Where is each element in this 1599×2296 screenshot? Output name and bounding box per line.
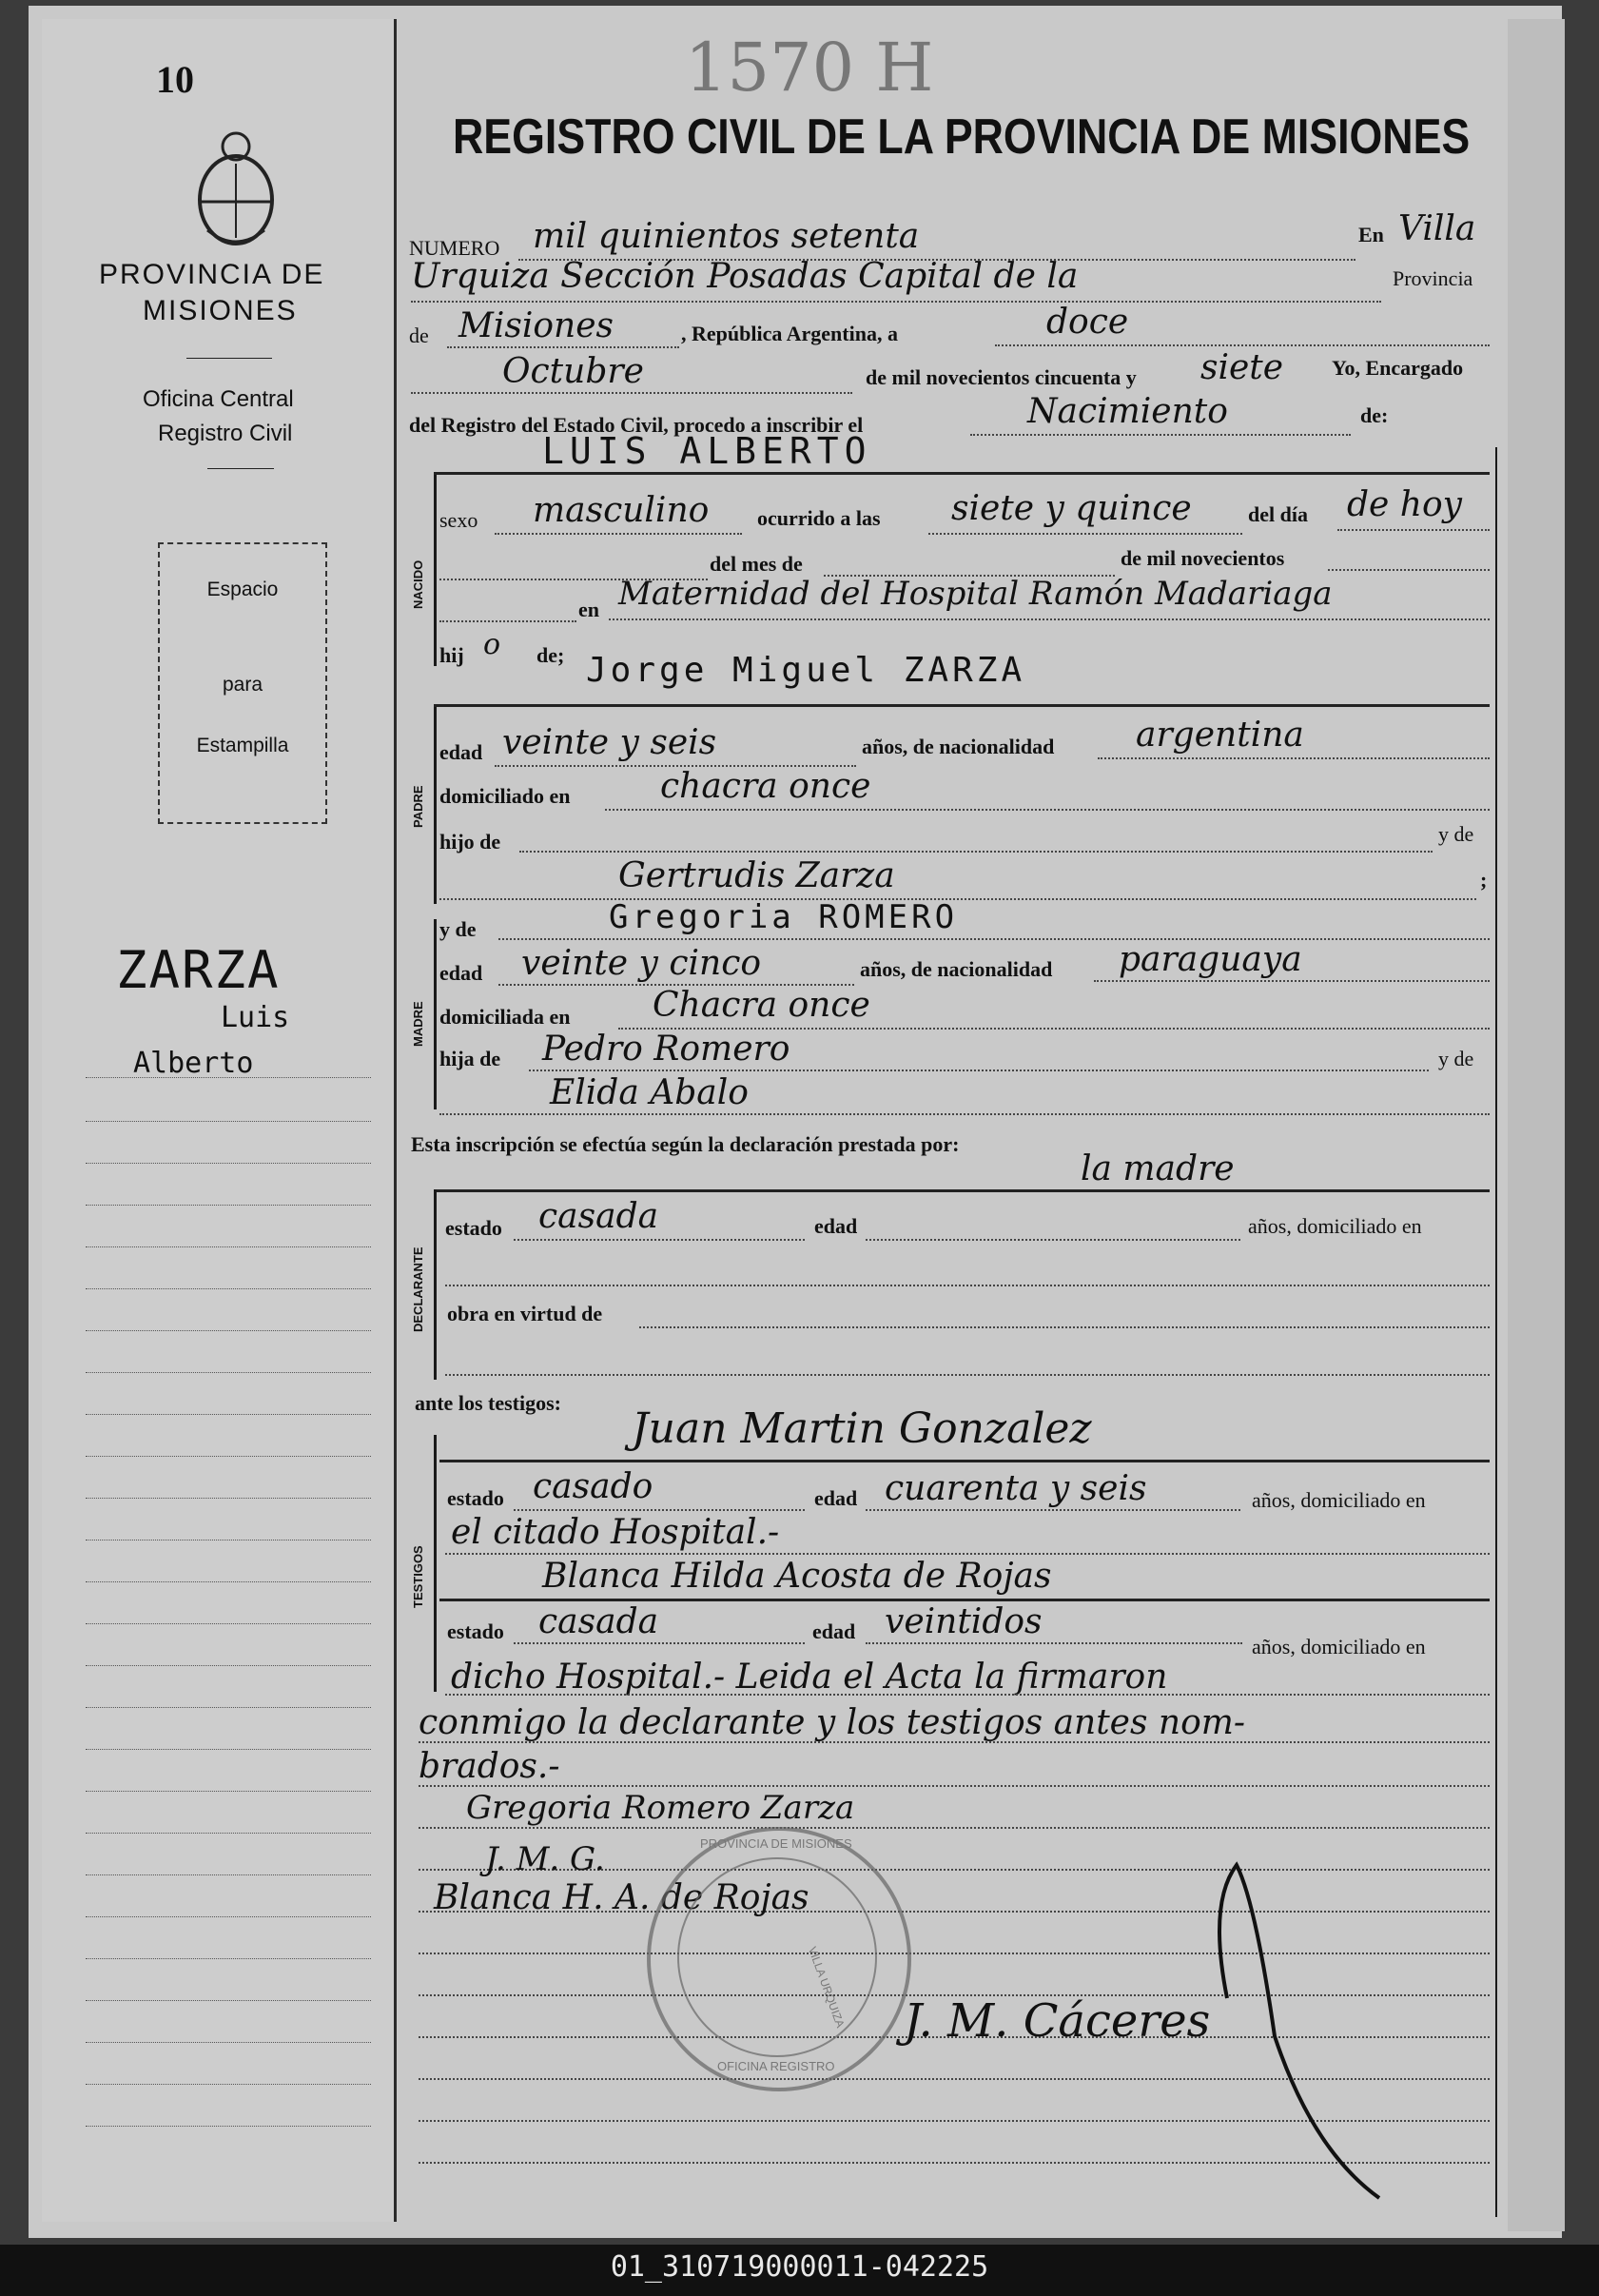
blank-line (447, 346, 679, 348)
margin-given-1: Luis (221, 1001, 290, 1034)
signature-3: Blanca H. A. de Rojas (434, 1878, 809, 1917)
place-value: Urquiza Sección Posadas Capital de la (411, 257, 1079, 296)
dia-value: de hoy (1347, 485, 1462, 524)
madre-bracket (434, 919, 437, 1109)
handwritten-annotation: 1570 H (685, 29, 934, 107)
t2-estado-label: estado (447, 1619, 504, 1643)
blank-line (411, 301, 1381, 303)
section-rule (434, 704, 1490, 707)
section-rule (439, 1599, 1490, 1601)
provincia-label: Provincia (1393, 266, 1473, 290)
office-line2: Registro Civil (158, 421, 293, 446)
nacido-bracket (434, 472, 437, 666)
padre-edad-label: edad (439, 740, 483, 764)
lugar-value: Maternidad del Hospital Ramón Madariaga (618, 575, 1333, 613)
blank-line (439, 620, 576, 622)
declaracion-label: Esta inscripción se efectúa según la declaración prestada por: (411, 1132, 960, 1156)
blank-line (498, 938, 1490, 940)
stamp-label-1: Espacio (206, 579, 279, 600)
declarante-estado-label: estado (445, 1216, 502, 1240)
nacido-name: LUIS ALBERTO (542, 430, 872, 472)
padre-madre-value: Gertrudis Zarza (618, 856, 895, 895)
nacido-section-label: NACIDO (411, 559, 425, 609)
province-title-line2: MISIONES (143, 295, 298, 326)
ante-testigos-label: ante los testigos: (415, 1391, 561, 1415)
t1-estado-value: casado (533, 1467, 653, 1506)
signature-4: J. M. Cáceres (904, 1994, 1211, 2048)
t1-estado-label: estado (447, 1486, 504, 1510)
coat-of-arms-icon (190, 126, 282, 249)
blank-line (1328, 569, 1490, 571)
blank-line (1337, 529, 1490, 531)
madre-dom-label: domiciliada en (439, 1005, 571, 1029)
blank-line (514, 1509, 805, 1511)
del-dia-label: del día (1248, 502, 1308, 526)
hora-value: siete y quince (951, 489, 1192, 528)
testigos-section-label: TESTIGOS (411, 1545, 425, 1608)
numero-value: mil quinientos setenta (533, 217, 920, 256)
madre-y-de-label: y de (439, 917, 477, 941)
blank-line (529, 1070, 1429, 1071)
seal-text-2: OFICINA REGISTRO (717, 2059, 835, 2073)
padre-edad-value: veinte y seis (502, 723, 717, 762)
padre-semicolon: ; (1480, 868, 1488, 892)
hijo-value: o (483, 628, 501, 661)
t2-anos-label: años, domiciliado en (1252, 1635, 1426, 1658)
footer-id: 01_310719000011-042225 (610, 2250, 989, 2284)
blank-line (411, 392, 852, 394)
de-label: de (409, 324, 429, 347)
blank-line (928, 533, 1242, 535)
madre-hija-de-label: hija de (439, 1047, 501, 1070)
divider (186, 358, 272, 359)
ocurrido-label: ocurrido a las (757, 506, 881, 530)
padre-bracket (434, 704, 437, 904)
blank-line (970, 434, 1351, 436)
signature-1: Gregoria Romero Zarza (466, 1789, 855, 1827)
madre-dom-value: Chacra once (653, 986, 870, 1025)
de-colon-label: de: (1360, 403, 1389, 427)
margin-given-2: Alberto (133, 1047, 254, 1080)
blank-line (445, 1374, 1490, 1376)
office-line1: Oficina Central (143, 386, 294, 412)
blank-line (514, 1642, 805, 1644)
madre-padre-value: Pedro Romero (542, 1030, 790, 1069)
en-value: Villa (1398, 209, 1476, 248)
registro-label: del Registro del Estado Civil, procedo a inscribir el (409, 413, 864, 437)
testigo1-name: Juan Martin Gonzalez (632, 1404, 1092, 1453)
provincia-value: Misiones (458, 306, 614, 345)
blank-line (514, 1239, 805, 1241)
hijo-label: hij (439, 643, 464, 667)
testigo2-name: Blanca Hilda Acosta de Rojas (542, 1557, 1052, 1596)
madre-anos-label: años, de nacionalidad (860, 957, 1053, 981)
sexo-value: masculino (533, 491, 710, 530)
declarante-anos-label: años, domiciliado en (1248, 1214, 1422, 1238)
blank-line (995, 344, 1490, 346)
divider (207, 468, 274, 469)
sexo-label: sexo (439, 508, 478, 532)
madre-edad-value: veinte y cinco (521, 944, 762, 983)
page-number: 10 (156, 58, 194, 101)
blank-line (439, 1113, 1490, 1115)
blank-line (866, 1642, 1242, 1644)
padre-hijo-de-label: hijo de (439, 830, 501, 854)
year-value: siete (1200, 348, 1284, 387)
padre-section-label: PADRE (411, 785, 425, 828)
padre-dom-value: chacra once (660, 767, 871, 806)
t1-dom-value: el citado Hospital.- (451, 1513, 780, 1552)
t2-edad-label: edad (812, 1619, 856, 1643)
official-seal (647, 1827, 911, 2091)
stamp-label-3: Estampilla (196, 735, 289, 756)
republica-label: , República Argentina, a (681, 322, 898, 345)
declarante-edad-label: edad (814, 1214, 858, 1238)
signature-flourish (1170, 1846, 1398, 2208)
madre-madre-value: Elida Abalo (550, 1073, 749, 1112)
blank-line (866, 1509, 1240, 1511)
stamp-space-box (158, 542, 327, 824)
lugar-en-label: en (578, 598, 599, 621)
blank-line (519, 851, 1433, 853)
day-value: doce (1046, 303, 1129, 342)
padre-name: Jorge Miguel ZARZA (586, 651, 1026, 690)
signature-2: J. M. G. (485, 1840, 605, 1878)
declarante-bracket (434, 1189, 437, 1380)
en-label: En (1358, 223, 1384, 246)
stamp-label-2: para (222, 674, 263, 696)
mes-label: del mes de (710, 552, 803, 576)
right-margin-line (1495, 447, 1497, 2217)
margin-surname: ZARZA (116, 940, 281, 1000)
t1-edad-label: edad (814, 1486, 858, 1510)
blank-line (1098, 757, 1490, 759)
madre-nac-value: paraguaya (1119, 940, 1302, 979)
madre-y-de2-label: y de (1438, 1047, 1474, 1070)
blank-line (445, 1694, 1490, 1696)
declarante-section-label: DECLARANTE (411, 1246, 425, 1332)
padre-dom-label: domiciliado en (439, 784, 571, 808)
madre-section-label: MADRE (411, 1001, 425, 1047)
obra-label: obra en virtud de (447, 1302, 603, 1325)
mil-label: de mil novecientos (1121, 546, 1285, 570)
page-title: REGISTRO CIVIL DE LA PROVINCIA DE MISIONES (453, 109, 1471, 165)
t1-edad-value: cuarenta y seis (885, 1469, 1147, 1508)
testigos-bracket (434, 1435, 437, 1692)
blank-line (419, 1741, 1490, 1743)
encargado-label: Yo, Encargado (1332, 356, 1464, 380)
blank-line (445, 1553, 1490, 1555)
page-fold (1508, 19, 1565, 2231)
blank-line (866, 1239, 1240, 1241)
closing-line-2: brados.- (419, 1747, 560, 1786)
month-value: Octubre (502, 352, 644, 391)
section-rule (439, 1460, 1490, 1462)
seal-text-1: PROVINCIA DE MISIONES (700, 1836, 852, 1851)
blank-line (1094, 980, 1490, 982)
blank-line (609, 618, 1490, 620)
t2-edad-value: veintidos (885, 1602, 1043, 1641)
province-title-line1: PROVINCIA DE (99, 259, 325, 290)
hijo-de-label: de; (536, 643, 565, 667)
padre-y-de-label: y de (1438, 822, 1474, 846)
closing-line-1: conmigo la declarante y los testigos antes nom- (419, 1703, 1246, 1742)
declarante-estado-value: casada (538, 1197, 659, 1236)
padre-nac-value: argentina (1136, 716, 1304, 755)
section-rule (434, 472, 1490, 475)
t1-anos-label: años, domiciliado en (1252, 1488, 1426, 1512)
acto-value: Nacimiento (1027, 392, 1228, 431)
madre-edad-label: edad (439, 961, 483, 985)
numero-label: NUMERO (409, 236, 500, 260)
blank-line (639, 1326, 1490, 1328)
declarante-who-value: la madre (1081, 1149, 1235, 1188)
padre-anos-label: años, de nacionalidad (862, 735, 1055, 758)
blank-line (605, 809, 1490, 811)
blank-line (495, 533, 742, 535)
madre-name: Gregoria ROMERO (609, 898, 959, 936)
seal-text-3: VILLA URQUIZA (805, 1945, 848, 2030)
year-label: de mil novecientos cincuenta y (866, 365, 1137, 389)
t2-estado-value: casada (538, 1602, 659, 1641)
t2-dom-value: dicho Hospital.- Leida el Acta la firmaron (451, 1658, 1168, 1697)
section-rule (434, 1189, 1490, 1192)
blank-line (419, 1785, 1490, 1787)
blank-line (445, 1285, 1490, 1286)
